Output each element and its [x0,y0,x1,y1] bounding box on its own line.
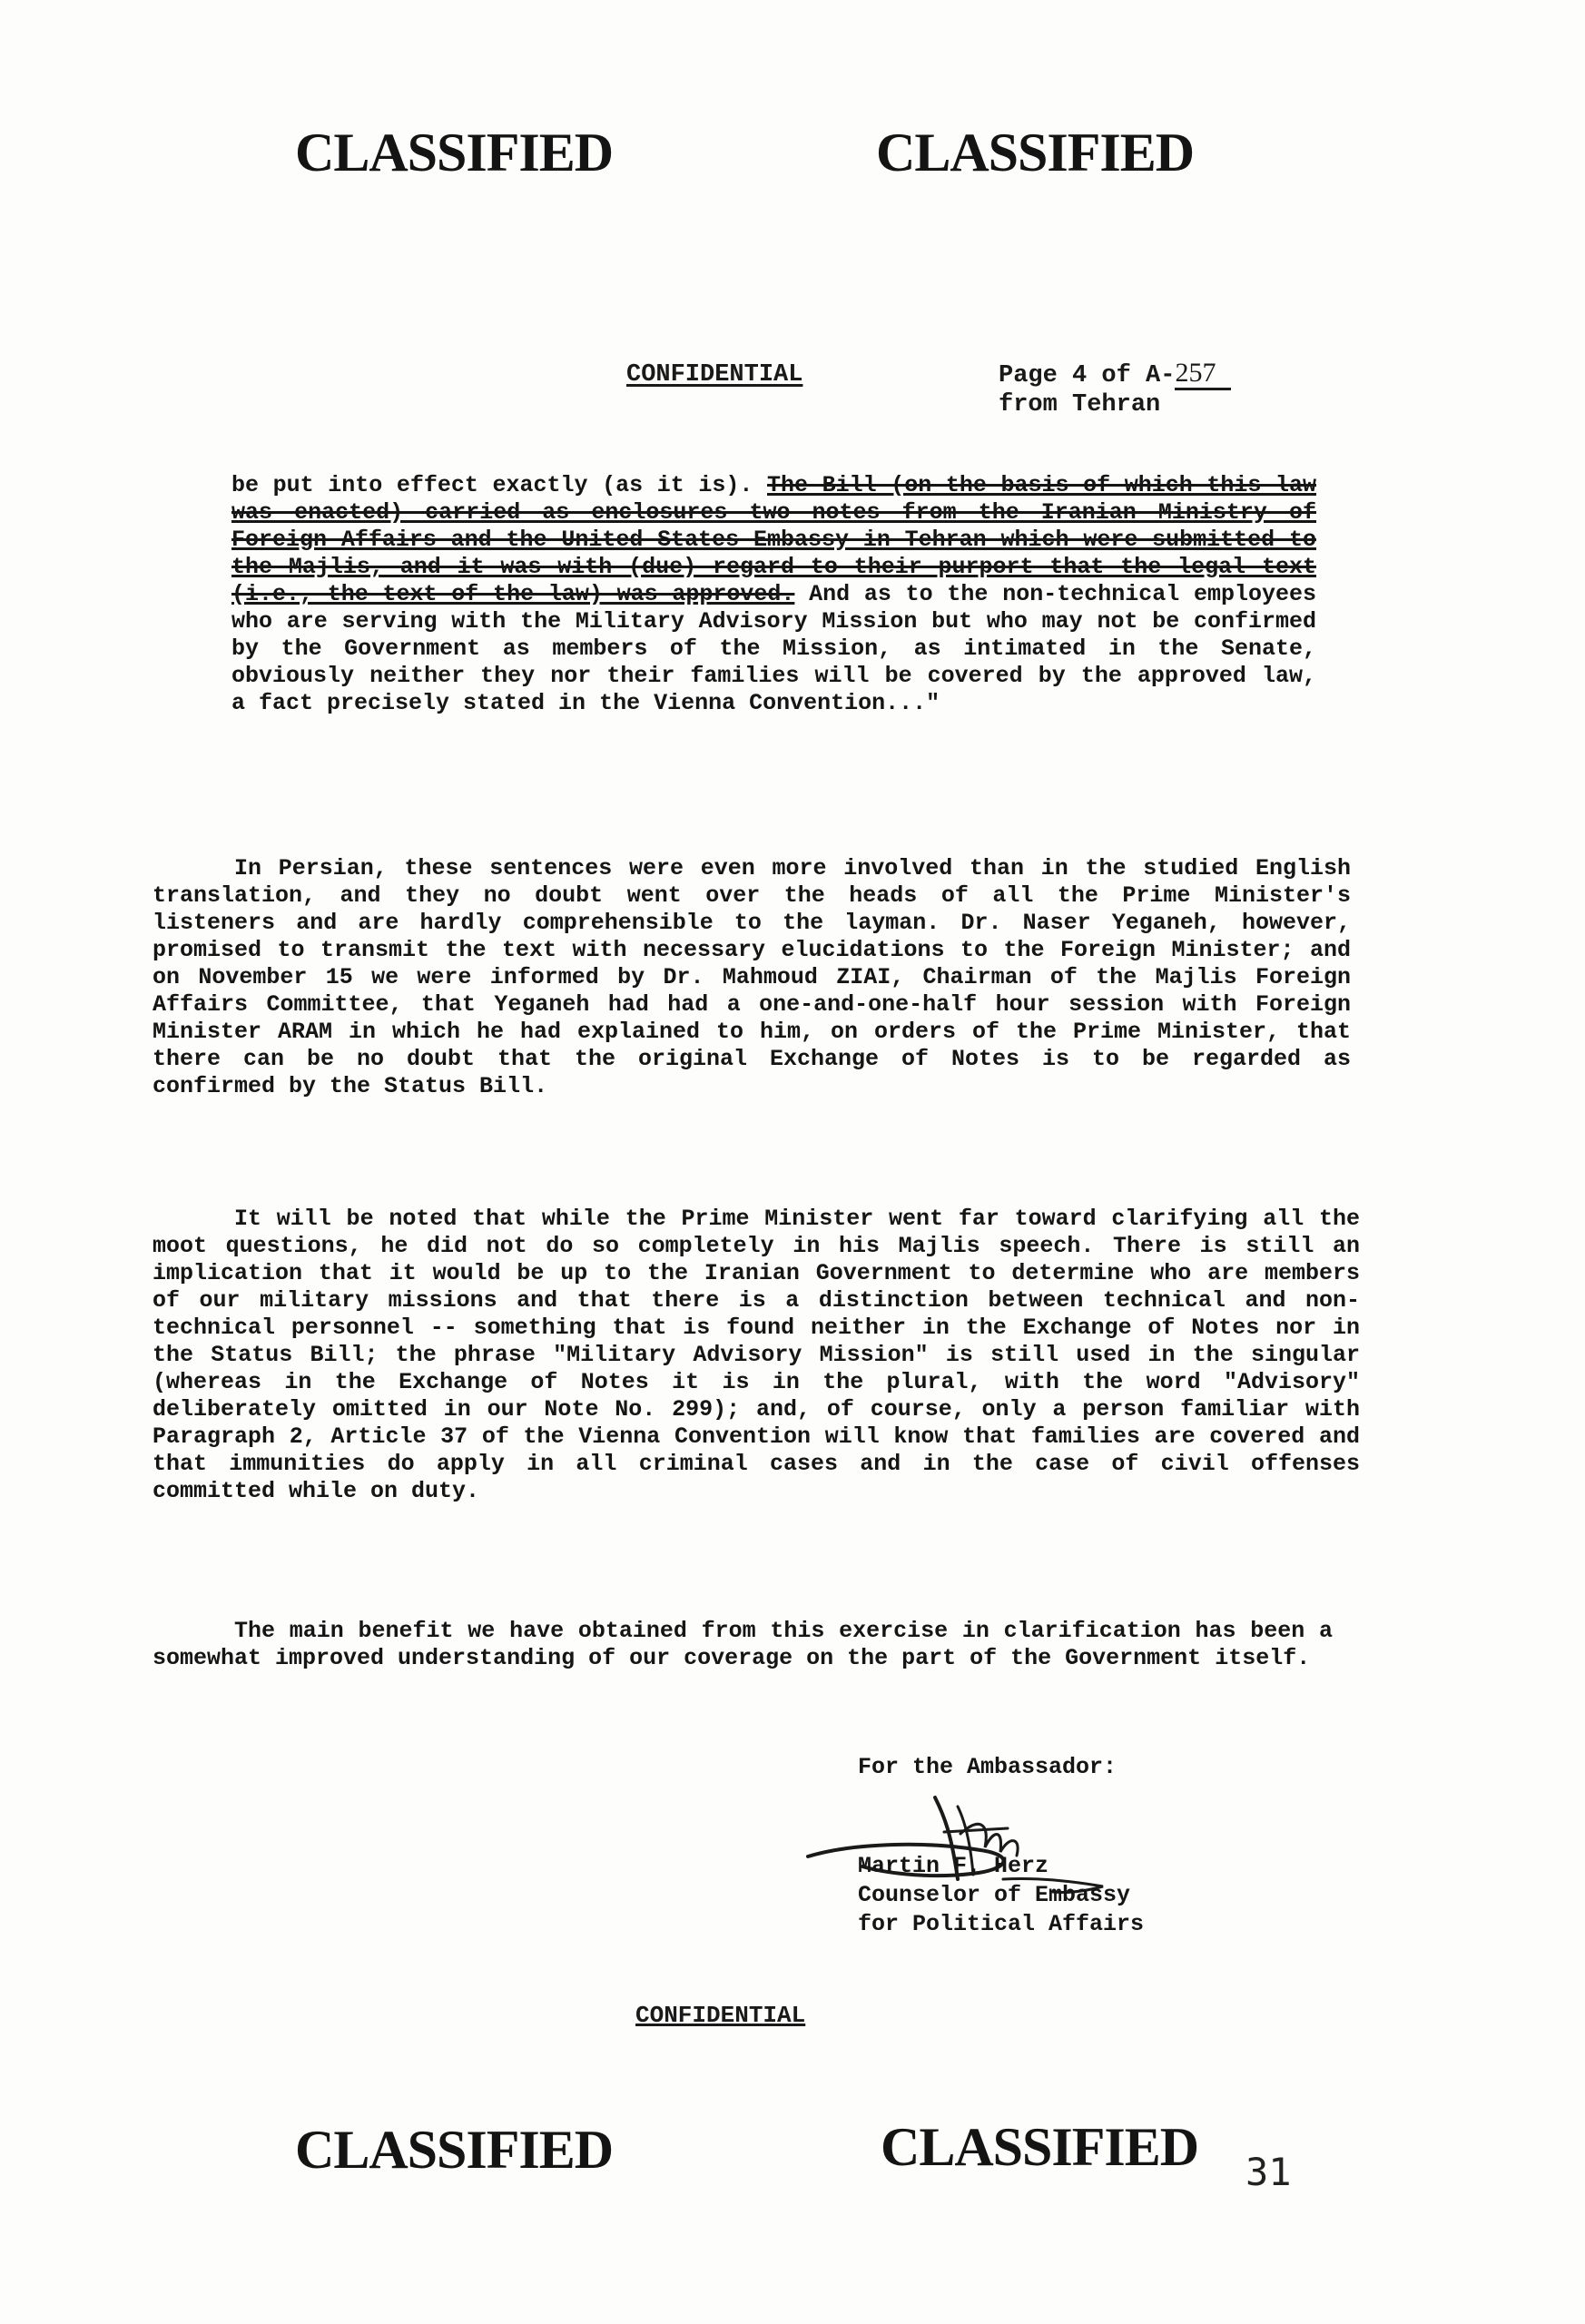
page-ref-line1 [999,359,1231,390]
signature-title-line2: for Political Affairs [858,1911,1145,1937]
paragraph-3 [153,1206,1360,1505]
para1-lead: be put into effect exactly (as it is). [231,472,767,498]
paragraph-3-text: It will be noted that while the Prime Minister went far toward clarifying all the moot questions, he did not do so completely in his Majlis speech. There is still an implication that it would be up to the Iranian Government to determine who are members of our military missions and that there is a distinction between technical and non-technical personnel -- something that is found neither in the Exchange of Notes nor in the Status Bill; the phrase "Military Advisory Mission" is still used in the singular (whereas in the Exchange of Notes it is in the plural, with the word "Advisory" deliberately omitted in our Note No. 299); and, of course, only a person familiar with Paragraph 2, Article 37 of the Vienna Convention will know that families are covered and that immunities do apply in all criminal cases and in the case of civil offenses committed while on duty. [153,1206,1360,1504]
page-ref-prefix: Page 4 of A- [999,362,1176,389]
paragraph-1-text [231,472,1316,717]
classified-mark-bottom-right: CLASSIFIED [881,2117,1199,2177]
page-number: 31 [1245,2150,1292,2194]
classified-mark-top-left: CLASSIFIED [295,123,614,182]
classified-mark-top-right: CLASSIFIED [876,123,1195,182]
signature-for-line: For the Ambassador: [858,1754,1117,1780]
page-reference [999,359,1231,419]
confidential-header-label: CONFIDENTIAL [626,361,803,389]
page-ref-line2: from Tehran [999,391,1161,419]
confidential-footer-label: CONFIDENTIAL [635,2002,806,2029]
page-ref-number: 257 [1175,359,1231,390]
paragraph-4 [153,1618,1333,1672]
signature-title-line1: Counselor of Embassy [858,1882,1131,1908]
paragraph-1 [231,472,1316,717]
classified-mark-bottom-left: CLASSIFIED [295,2120,614,2180]
signature-name: Martin F. Herz [858,1853,1049,1879]
para1-struck-text: The Bill (on the basis of which this law was enacted) carried as enclosures two notes from the Iranian Ministry of Foreign Affairs and the United States Embassy in Tehran which were submitted to the Majlis, and it was with (due) regard to their purport that the legal text (i.e., the text of the law) was approved. [231,472,1316,607]
paragraph-4-text: The main benefit we have obtained from this exercise in clarification has been a somewhat improved understanding of our coverage on the part of the Government itself. [153,1618,1333,1671]
paragraph-2-text: In Persian, these sentences were even more involved than in the studied English translation, and they no doubt went over the heads of all the Prime Minister's listeners and are hardly comprehensible to the layman. Dr. Naser Yeganeh, however, promised to transmit the text with necessary elucidations to the Foreign Minister; and on November 15 we were informed by Dr. Mahmoud ZIAI, Chairman of the Majlis Foreign Affairs Committee, that Yeganeh had had a one-and-one-half hour session with Foreign Minister ARAM in which he had explained to him, on orders of the Prime Minister, that there can be no doubt that the original Exchange of Notes is to be regarded as confirmed by the Status Bill. [153,855,1351,1099]
paragraph-2 [153,855,1351,1100]
para1-tail: And as to the non-technical employees who are serving with the Military Advisory Mission but who may not be confirmed by the Government as members of the Mission, as intimated in the Senate, obviously neither they nor their families will be covered by the approved law, a fact precisely stated in the Vienna Convention..." [231,581,1317,716]
signature-name-block [858,1852,1144,1939]
